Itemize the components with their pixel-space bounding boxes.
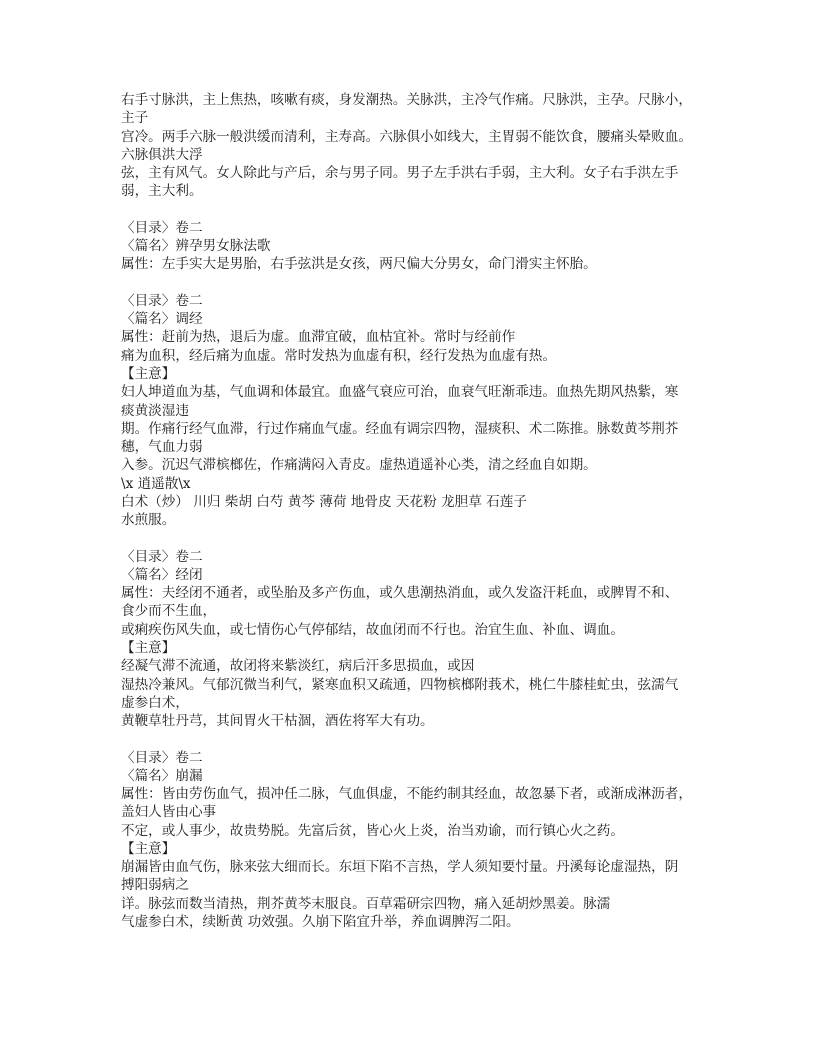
formula-name: \x 逍遥散\x xyxy=(121,475,191,492)
chapter-title: 〈篇名〉经闭 xyxy=(121,566,203,583)
body-text-line: 弦，主有风气。女人除此与产后，余与男子同。男子左手洪右手弱，主大利。女子右手洪左手 xyxy=(121,165,679,182)
section-metrorrhagia xyxy=(121,749,711,932)
body-text-line: 湿热冷兼风。气郁沉微当利气，紧寒血积又疏通，四物槟榔附莪术，桃仁牛膝桂虻虫，弦濡气 xyxy=(121,676,679,693)
section-menstrual-regulation xyxy=(121,292,711,529)
body-text-line: 属性：皆由劳伤血气，损冲任二脉，气血俱虚，不能约制其经血，故忽暴下者，或渐成淋沥者， xyxy=(121,786,692,803)
body-text-line: 搏阳弱病之 xyxy=(121,877,189,894)
body-text-line: 属性：夫经闭不通者，或坠胎及多产伤血，或久患潮热消血，或久发盗汗耗血，或脾胃不和、 xyxy=(121,585,679,602)
body-text-line: 详。脉弦而数当清热，荆芥黄芩末服良。百草霜研宗四物，痛入延胡炒黑姜。脉濡 xyxy=(121,895,611,912)
blank-line xyxy=(121,201,711,219)
body-text-line: 虚参白术， xyxy=(121,694,189,711)
body-text-line: 穗，气血力弱 xyxy=(121,439,203,456)
body-text-line: 盖妇人皆由心事 xyxy=(121,804,217,821)
body-text-line: 食少而不生血， xyxy=(121,603,217,620)
body-text-line: 期。作痛行经气血滞，行过作痛血气虚。经血有调宗四物，湿痰积、术二陈推。脉数黄芩荆芥 xyxy=(121,420,679,437)
blank-line xyxy=(121,274,711,292)
body-text-line: 入参。沉迟气滞槟榔佐，作痛满闷入青皮。虚热逍遥补心类，清之经血自如期。 xyxy=(121,457,597,474)
main-idea-heading: 【主意】 xyxy=(121,365,176,382)
body-text-line: 经凝气滞不流通，故闭将来紫淡红，病后汗多思损血，或因 xyxy=(121,658,475,675)
chapter-title: 〈篇名〉调经 xyxy=(121,311,203,328)
document-page xyxy=(121,91,711,931)
section-amenorrhea xyxy=(121,548,711,731)
body-text-line: 痰黄淡湿违 xyxy=(121,402,189,419)
body-text-line: 属性：左手实大是男胎，右手弦洪是女孩，两尺偏大分男女，命门滑实主怀胎。 xyxy=(121,256,597,273)
body-text-line: 弱，主大利。 xyxy=(121,183,203,200)
herb-list: 白术（炒） 川归 柴胡 白芍 黄芩 薄荷 地骨皮 天花粉 龙胆草 石莲子 xyxy=(121,493,527,510)
chapter-title: 〈篇名〉辨孕男女脉法歌 xyxy=(121,238,271,255)
body-text-line: 崩漏皆由血气伤，脉来弦大细而长。东垣下陷不言热，学人须知要忖量。丹溪每论虚湿热，阴 xyxy=(121,859,679,876)
body-text-line: 六脉俱洪大浮 xyxy=(121,146,203,163)
body-text-line: 宫冷。两手六脉一般洪缓而清利，主寿高。六脉俱小如线大，主胃弱不能饮食，腰痛头晕败血。 xyxy=(121,128,692,145)
catalog-heading: 〈目录〉卷二 xyxy=(121,749,203,766)
catalog-heading: 〈目录〉卷二 xyxy=(121,548,203,565)
body-text-line: 主子 xyxy=(121,110,149,127)
body-text-line: 右手寸脉洪，主上焦热，咳嗽有痰，身发潮热。关脉洪，主冷气作痛。尺脉洪，主孕。尺脉小， xyxy=(121,92,692,108)
main-idea-heading: 【主意】 xyxy=(121,840,176,857)
main-idea-heading: 【主意】 xyxy=(121,639,176,656)
catalog-heading: 〈目录〉卷二 xyxy=(121,219,203,236)
body-text-line: 妇人坤道血为基，气血调和体最宜。血盛气衰应可治，血衰气旺渐乖违。血热先期风热紫，寒 xyxy=(121,384,679,401)
blank-line xyxy=(121,730,711,748)
body-text-line: 痛为血积，经后痛为血虚。常时发热为血虚有积，经行发热为血虚有热。 xyxy=(121,347,556,364)
body-text-line: 气虚参白术，续断黄 功效强。久崩下陷宜升举，养血调脾泻二阳。 xyxy=(121,913,520,930)
section-pregnancy-pulse xyxy=(121,219,711,274)
preparation-note: 水煎服。 xyxy=(121,512,176,529)
intro-section xyxy=(121,91,711,201)
body-text-line: 属性：赶前为热，退后为虚。血滞宜破，血枯宜补。常时与经前作 xyxy=(121,329,516,346)
catalog-heading: 〈目录〉卷二 xyxy=(121,292,203,309)
body-text-line: 黄鞭草牡丹芎，其间胃火干枯涸，酒佐将军大有功。 xyxy=(121,713,434,730)
blank-line xyxy=(121,529,711,547)
body-text-line: 或痢疾伤风失血，或七情伤心气停郁结，故血闭而不行也。治宜生血、补血、调血。 xyxy=(121,621,624,638)
chapter-title: 〈篇名〉崩漏 xyxy=(121,767,203,784)
body-text-line: 不定，或人事少，故贵势脱。先富后贫，皆心火上炎，治当劝谕，而行镇心火之药。 xyxy=(121,822,624,839)
